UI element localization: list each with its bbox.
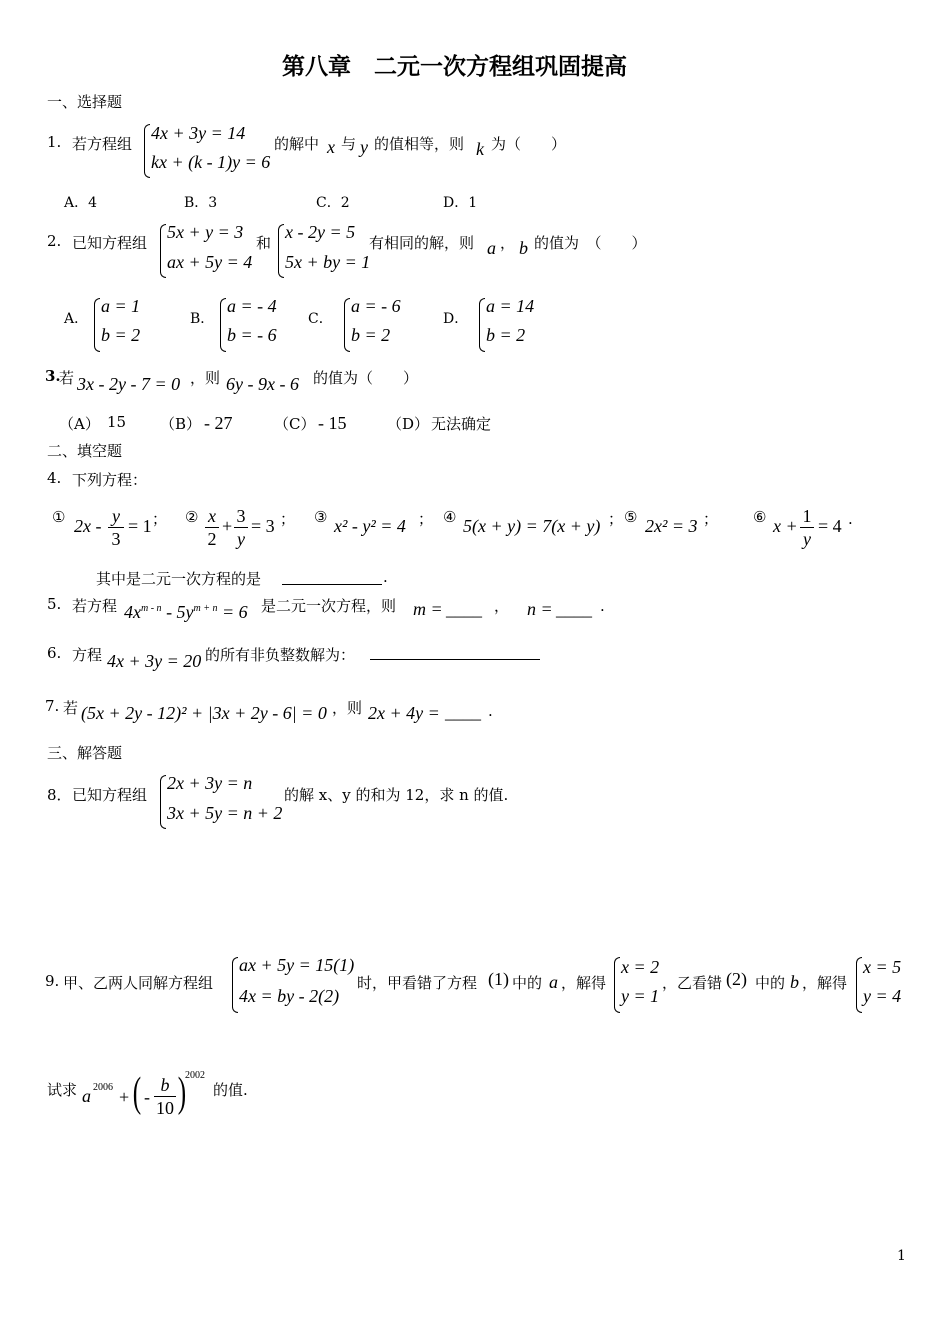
q2-option-d-brace [479,298,485,352]
q9-fraction-numerator: b [160,1075,170,1095]
q9-a-exponent: 2006 [93,1082,113,1093]
q1-var-x: x [327,137,335,157]
q9-text-2: 中的 [512,974,543,992]
q3-text-1: ，则 [190,369,221,387]
q4-item2-end: ； [280,510,296,528]
q1-number: 1. [47,133,62,151]
q9-text-1: 时，甲看错了方程 [357,974,478,992]
q1-text-2: 与 [341,135,357,153]
page-title: 第八章 二元一次方程组巩固提高 [282,54,627,80]
q1-option-a: A．4 [64,195,98,211]
q9-number: 9. [45,972,60,990]
q9-text-5: 中的 [755,974,786,992]
q2-option-c-line2: b = 2 [351,325,391,345]
q5-n-label: n = [527,599,553,619]
q2-text-1: 有相同的解，则 [369,234,475,252]
q6-lead: 方程 [72,646,103,664]
q2-option-b-line2: b = - 6 [227,325,277,345]
q8-brace [160,775,166,829]
q4-item1-denominator: 3 [111,529,121,549]
q9-var-a: a [549,972,558,992]
q5-eq-end: = 6 [222,602,248,622]
q4-item1-mark: ① [52,508,66,526]
q4-item2-denominator2: y [237,529,245,549]
q3-equation: 3x - 2y - 7 = 0 [77,374,181,394]
q4-item1-fraction [108,506,124,549]
q2-option-b-line1: a = - 4 [227,296,277,316]
q1-option-d: D．1 [443,195,478,211]
q4-item1-numerator: y [112,506,120,526]
q8-tail: 的解 x、y 的和为 12，求 n 的值. [284,786,509,804]
q1-text-4: 为（ ） [491,135,567,153]
q1-text-1: 的解中 [274,135,320,153]
page-number: 1 [897,1248,906,1264]
q2-var-a: a [487,238,496,258]
q2-option-a-line2: b = 2 [101,325,141,345]
q9-solution2-brace [856,957,862,1013]
q4-item6-fraction [800,506,814,549]
q9-outer-exponent: 2002 [185,1070,205,1081]
q4-item6-denominator: y [803,529,811,549]
q6-equation: 4x + 3y = 20 [107,651,202,671]
q2-system1-eq2: ax + 5y = 4 [167,252,253,272]
q5-number: 5. [47,595,62,613]
q4-answer-blank[interactable] [282,584,382,585]
q4-item5-end: ； [703,510,719,528]
q9-paren-2: (2) [726,969,747,989]
section-fill: 二、填空题 [47,442,123,460]
q9-brace [232,957,238,1013]
q2-text-2: 的值为 （ ） [534,234,647,252]
q4-item1-end: ； [152,510,168,528]
q3-option-b-value: - 27 [204,413,233,433]
q4-number: 4. [47,469,62,487]
q1-lead: 若方程组 [72,135,133,153]
q4-item4-expr: 5(x + y) = 7(x + y) [463,516,601,536]
q7-number: 7. [45,697,60,715]
q2-system1-eq1: 5x + y = 3 [167,222,244,242]
q2-system2-eq2: 5x + by = 1 [285,252,371,272]
q5-end: . [600,597,605,615]
q7-blank[interactable]: ____ [445,702,481,722]
q2-option-a-label: A． [64,311,89,327]
q1-var-y: y [360,137,368,157]
q4-item3-expr: x² - y² = 4 [334,516,406,536]
q3-option-c-value: - 15 [318,413,347,433]
q4-item2-mark: ② [185,508,199,526]
q9-left-paren: ( [132,1070,142,1116]
q6-number: 6. [47,644,62,662]
q2-brace-1 [160,224,166,278]
q2-option-a-brace [94,298,100,352]
q8-eq1: 2x + 3y = n [167,773,253,793]
q2-option-a-line1: a = 1 [101,296,141,316]
q3-option-d-label: （D） [387,415,430,433]
q9-eq2: 4x = by - 2(2) [239,986,340,1006]
q3-option-a-label: （A） [59,415,100,433]
q3-option-c-label: （C） [274,415,316,433]
q7-lead: 若 [63,699,79,717]
q5-lead: 若方程 [72,597,118,615]
q4-item1-post: = 1 [128,516,152,536]
q9-tail: 的值. [213,1081,248,1099]
q4-item6-post: = 4 [818,516,842,536]
q2-option-c-line1: a = - 6 [351,296,401,316]
q4-item4-end: ； [608,510,624,528]
q2-option-d-line2: b = 2 [486,325,526,345]
q4-item3-end: ； [418,510,434,528]
q1-eq1: 4x + 3y = 14 [151,123,246,143]
q5-eq-sup2: m + n [193,603,218,614]
q1-var-k: k [476,139,484,159]
q4-item2-numerator2: 3 [236,506,246,526]
q5-eq-sup1: m - n [141,603,162,614]
q9-fraction [154,1075,176,1118]
q9-solution1-line1: x = 2 [621,957,660,977]
q4-item5-expr: 2x² = 3 [645,516,698,536]
q9-fraction-denominator: 10 [156,1098,174,1118]
q2-option-d-line1: a = 14 [486,296,535,316]
q2-brace-2 [278,224,284,278]
q4-item5-mark: ⑤ [624,508,638,526]
q5-m-label: m = [413,599,443,619]
q9-text-4: ，乙看错 [662,974,723,992]
q4-item4-mark: ④ [443,508,457,526]
q1-option-b: B．3 [184,195,218,211]
q1-brace [144,124,150,178]
q4-item2-fraction1 [205,506,219,549]
q7-end: . [488,702,493,720]
q4-item6-pre: x + [773,516,798,536]
q9-text-3: ，解得 [561,974,607,992]
q1-option-c: C．2 [316,195,350,211]
q5-eq-mid: - 5y [166,602,194,622]
q8-lead: 已知方程组 [72,786,148,804]
q1-text-3: 的值相等，则 [374,135,465,153]
q9-eq1: ax + 5y = 15(1) [239,955,355,975]
q4-answer-prompt: 其中是二元一次方程的是 [96,570,262,588]
q3-option-b-label: （B） [160,415,202,433]
q4-item1-pre: 2x - [74,516,102,536]
q2-var-b: b [519,238,528,258]
q9-right-paren: ) [177,1070,187,1116]
q3-lead: 若 [59,369,75,387]
q2-option-c-brace [344,298,350,352]
q4-answer-end: . [383,568,388,586]
q9-paren-1: (1) [488,969,509,989]
q2-number: 2. [47,232,62,250]
q2-option-b-brace [220,298,226,352]
q9-solution1-brace [614,957,620,1013]
q5-m-blank[interactable]: ____ [446,599,482,619]
q4-item6-mark: ⑥ [753,508,767,526]
q4-item6-end: . [848,510,853,528]
q6-answer-blank[interactable] [370,659,540,660]
q4-lead: 下列方程： [72,471,148,489]
q7-text-1: ，则 [332,699,363,717]
q8-number: 8． [47,786,72,804]
q3-number: 3. [45,367,61,385]
q9-lead: 甲、乙两人同解方程组 [63,974,214,992]
q9-var-b: b [790,972,799,992]
q4-item3-mark: ③ [314,508,328,526]
q2-option-b-label: B． [190,311,215,327]
q9-ask: 试求 [47,1081,78,1099]
q4-item2-plus: + [222,516,233,536]
q2-lead: 已知方程组 [72,234,148,252]
q5-text-1: 是二元一次方程，则 [261,597,397,615]
q5-eq-base1: 4x [124,602,141,622]
section-solve: 三、解答题 [47,744,123,762]
q9-minus: - [144,1087,150,1107]
q6-text-1: 的所有非负整数解为： [205,646,356,664]
q9-solution2-line2: y = 4 [863,986,902,1006]
q3-option-d-value: 无法确定 [431,415,492,433]
q3-expression: 6y - 9x - 6 [226,374,299,394]
q2-option-d-label: D． [443,311,469,327]
q8-eq2: 3x + 5y = n + 2 [167,803,283,823]
q1-eq2: kx + (k - 1)y = 6 [151,152,271,172]
q2-and: 和 [256,234,272,252]
q5-separator: ， [494,597,510,615]
section-choice: 一、选择题 [47,93,123,111]
q3-option-a-value: 15 [107,413,127,431]
q2-system2-eq1: x - 2y = 5 [285,222,356,242]
q2-option-c-label: C． [308,311,333,327]
q4-item2-post: = 3 [251,516,275,536]
q5-equation [124,602,248,623]
q9-plus: + [119,1087,130,1107]
q7-expression: 2x + 4y = [368,703,440,723]
q7-equation: (5x + 2y - 12)² + |3x + 2y - 6| = 0 [81,703,327,723]
q4-item2-denominator1: 2 [207,529,217,549]
q9-solution1-line2: y = 1 [621,986,660,1006]
q3-text-2: 的值为（ ） [313,369,419,387]
q4-item2-fraction2 [234,506,248,549]
q9-text-6: ，解得 [802,974,848,992]
q9-a-base: a [82,1086,91,1106]
q2-comma: ， [500,234,516,252]
q9-solution2-line1: x = 5 [863,957,902,977]
q4-item2-numerator1: x [208,506,216,526]
q4-item6-numerator: 1 [802,506,812,526]
q5-n-blank[interactable]: ____ [556,599,592,619]
